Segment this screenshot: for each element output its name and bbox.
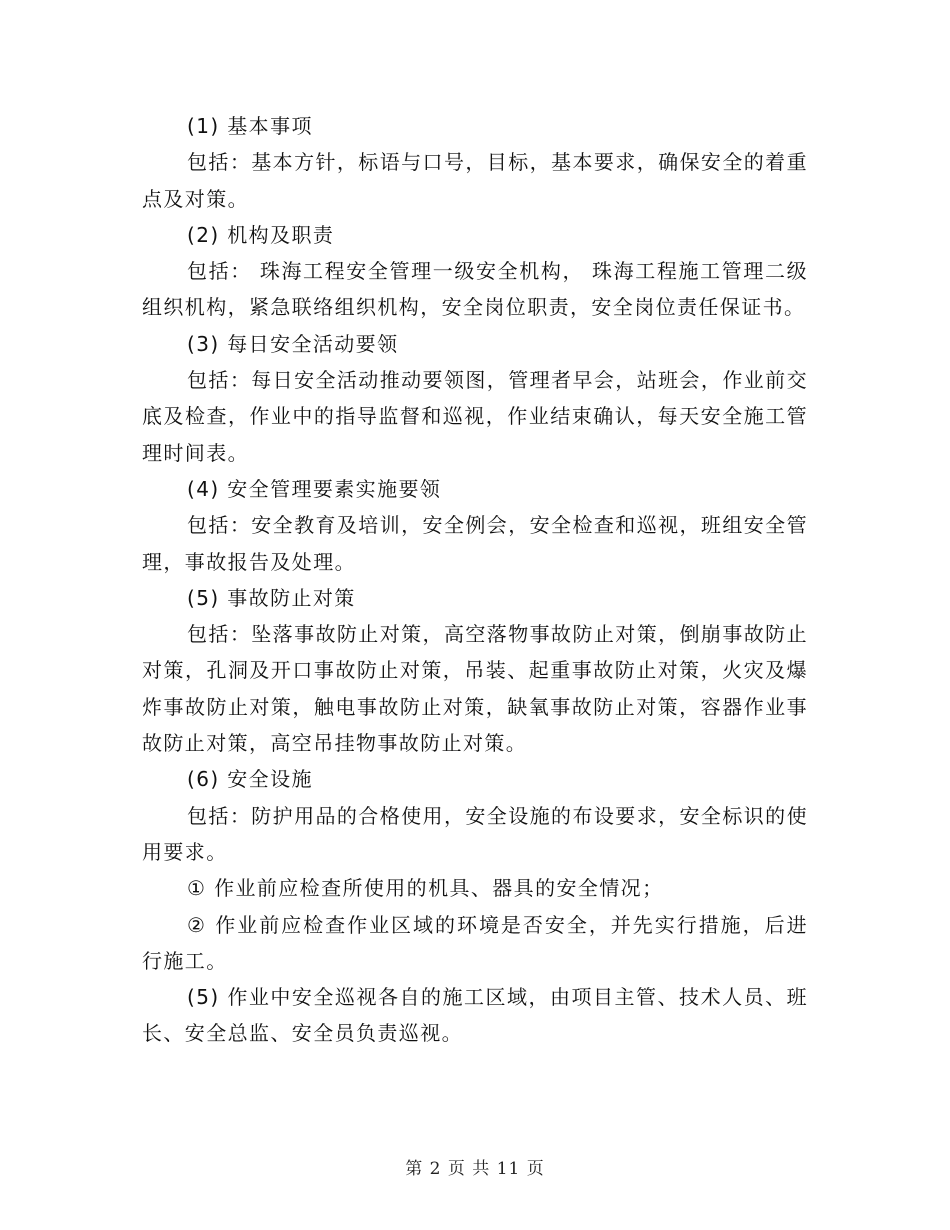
paragraph-accident-prevention: 包括：坠落事故防止对策，高空落物事故防止对策，倒崩事故防止对策，孔洞及开口事故防止对策，吊装、起重事故防止对策，火灾及爆炸事故防止对策，触电事故防止对策，缺氧事故防止对策，容器作业事故防止对策，高空吊挂物事故防止对策。 <box>142 622 808 756</box>
paragraph-patrol: (5) 作业中安全巡视各自的施工区域，由项目主管、技术人员、班长、安全总监、安全员负责巡视。 <box>142 985 808 1046</box>
footer-suffix: 页 <box>526 1159 545 1179</box>
heading-organization: (2) 机构及职责 <box>187 222 335 247</box>
paragraph-management-elements: 包括：安全教育及培训，安全例会，安全检查和巡视，班组安全管理，事故报告及处理。 <box>142 513 808 574</box>
footer-total-pages: 11 <box>496 1159 521 1179</box>
paragraph-daily-activities: 包括：每日安全活动推动要领图，管理者早会，站班会，作业前交底及检查，作业中的指导监督和巡视，作业结束确认，每天安全施工管理时间表。 <box>142 368 808 465</box>
page-footer <box>0 1154 950 1179</box>
document-body <box>142 108 808 1052</box>
paragraph-basic-items: 包括：基本方针，标语与口号，目标，基本要求，确保安全的着重点及对策。 <box>142 150 808 211</box>
heading-safety-facilities: (6) 安全设施 <box>187 767 313 792</box>
list-item-1: ① 作业前应检查所使用的机具、器具的安全情况； <box>187 876 664 901</box>
heading-accident-prevention: (5) 事故防止对策 <box>187 585 356 610</box>
footer-prefix: 第 <box>405 1159 424 1179</box>
list-item-2: ② 作业前应检查作业区域的环境是否安全，并先实行措施，后进行施工。 <box>142 912 808 973</box>
heading-daily-activities: (3) 每日安全活动要领 <box>187 331 399 356</box>
footer-middle: 页 共 <box>447 1159 491 1179</box>
heading-management-elements: (4) 安全管理要素实施要领 <box>187 476 442 501</box>
footer-page-number: 2 <box>429 1159 442 1179</box>
heading-basic-items: (1) 基本事项 <box>187 114 313 138</box>
paragraph-safety-facilities: 包括：防护用品的合格使用，安全设施的布设要求，安全标识的使用要求。 <box>142 803 808 864</box>
paragraph-organization: 包括： 珠海工程安全管理一级安全机构， 珠海工程施工管理二级组织机构，紧急联络组织机构，安全岗位职责，安全岗位责任保证书。 <box>142 259 808 320</box>
